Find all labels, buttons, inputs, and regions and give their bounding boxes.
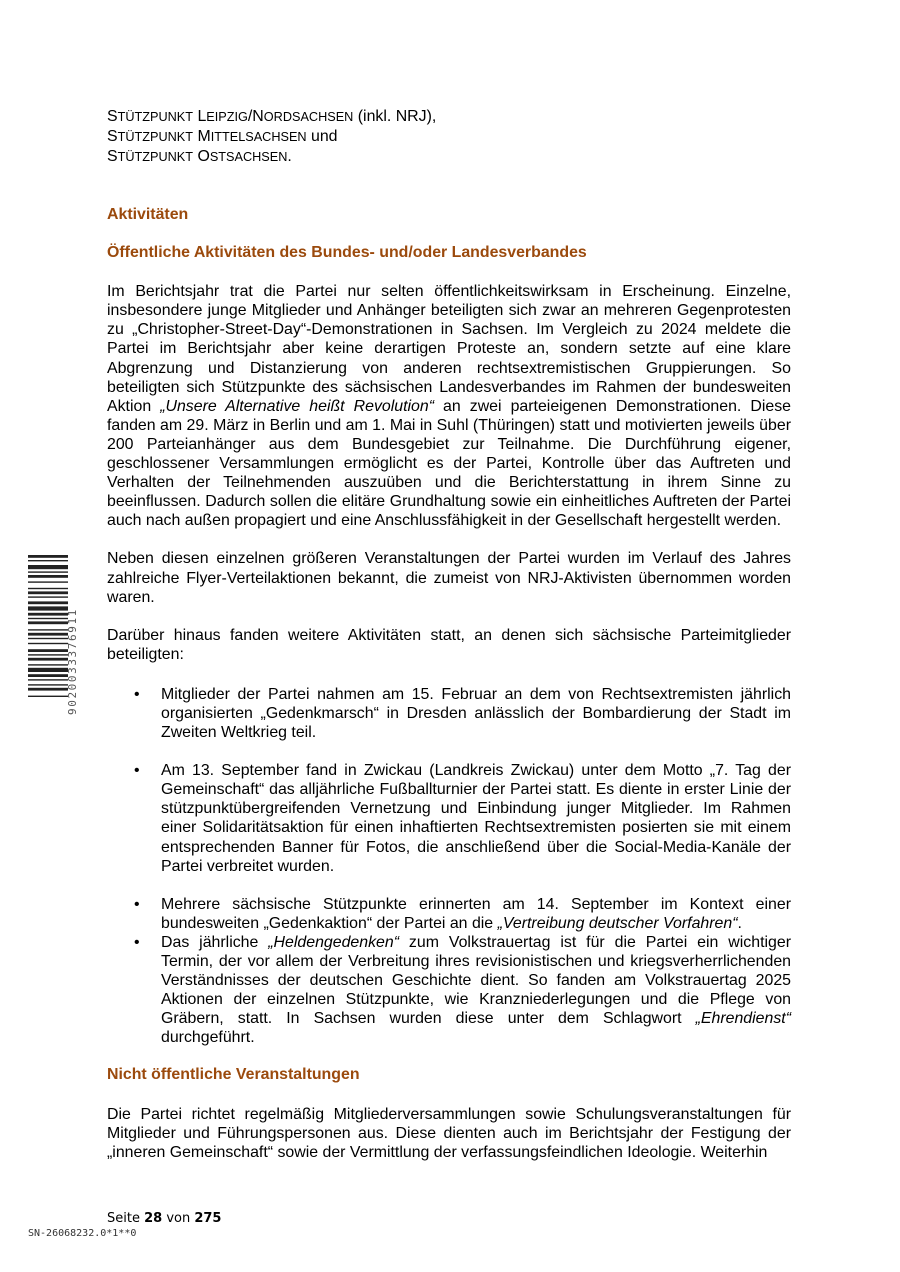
list-item: • Das jährliche „Heldengedenken“ zum Volkstrauertag ist für die Partei ein wichtiger Termin, der vor allem der Verbreitung ihres revisionistischen und kriegsverherrlichenden Verständnisses der deutschen Geschichte dient. So fanden am Volkstrauertag 2025 Aktionen der einzelnen Stützpunkte, wie Kranzniederlegungen und die Pflege von Gräbern, statt. In Sachsen wurden diese unter dem Schlagwort „Ehrendienst“ durchgeführt. (134, 933, 791, 1047)
paragraph-flyer-actions: Neben diesen einzelnen größeren Veranstaltungen der Partei wurden im Verlauf des Jahres zahlreiche Flyer-Verteilaktionen bekannt, die zumeist von NRJ-Aktivisten übernommen worden waren. (107, 550, 791, 606)
document-serial: SN-26068232.0*1**0 (28, 1228, 137, 1239)
list-item: • Mitglieder der Partei nahmen am 15. Februar an dem von Rechtsextremisten jährlich organisierten „Gedenkmarsch“ in Dresden anlässlich der Bombardierung der Stadt im Zweiten Weltkrieg teil. (134, 685, 791, 742)
location-line-3: STÜTZPUNKT OSTSACHSEN. (107, 148, 292, 165)
bullet-icon: • (134, 895, 140, 913)
paragraph-nonpublic-events: Die Partei richtet regelmäßig Mitgliederversammlungen sowie Schulungsveranstaltungen für Mitglieder und Führungspersonen aus. Diese dienten auch im Berichtsjahr der Festigung der „inneren Gemeinschaft“ sowie der Vermittlung der verfassungsfeindlichen Ideologie. Weiterhin (107, 1105, 791, 1161)
page-footer: Seite 28 von 275 (107, 1211, 222, 1226)
list-item: • Am 13. September fand in Zwickau (Landkreis Zwickau) unter dem Motto „7. Tag der Gemeinschaft“ das alljährliche Fußballturnier der Partei statt. Es diente in erster Linie der stützpunktübergreifenden Vernetzung und Einbindung junger Mitglieder. Im Rahmen einer Solidaritätsaktion für einen inhaftierten Rechtsextremisten posierten sie mit einem entsprechenden Banner für Fotos, die anschließend über die Social-Media-Kanäle der Partei verbreitet wurden. (134, 762, 791, 875)
page-number: 28 (144, 1211, 163, 1226)
bullet-icon: • (134, 933, 140, 951)
location-line-1: STÜTZPUNKT LEIPZIG/NORDSACHSEN (inkl. NRJ), (107, 108, 437, 125)
document-body (107, 107, 791, 1162)
location-list (107, 107, 791, 167)
section-heading-activities: Aktivitäten (107, 206, 189, 223)
subheading-public-activities: Öffentliche Aktivitäten des Bundes- und/oder Landesverbandes (107, 244, 587, 262)
location-line-2: STÜTZPUNKT MITTELSACHSEN und (107, 128, 338, 145)
bullet-icon: • (134, 762, 140, 780)
barcode-number: 9020033376911 (66, 608, 79, 715)
subheading-nonpublic-events: Nicht öffentliche Veranstaltungen (107, 1066, 360, 1084)
list-item: • Mehrere sächsische Stützpunkte erinnerten am 14. September im Kontext einer bundesweiten „Gedenkaktion“ der Partei an die „Vertreibung deutscher Vorfahren“. (134, 895, 791, 932)
activities-list (107, 685, 791, 1048)
paragraph-public-activities: Im Berichtsjahr trat die Partei nur selten öffentlichkeitswirksam in Erscheinung. Einzelne, insbesondere junge Mitglieder und Anhänger beteiligten sich zwar an mehreren Gegenprotesten zu „Christopher-Street-Day“-Demonstrationen in Sachsen. Im Vergleich zu 2024 meldete die Partei im Berichtsjahr aber keine derartigen Proteste an, sondern setzte auf eine klare Abgrenzung und Distanzierung von anderen rechtsextremistischen Gruppierungen. So beteiligten sich Stützpunkte des sächsischen Landesverbandes im Rahmen der bundesweiten Aktion „Unsere Alternative heißt Revolution“ an zwei parteieigenen Demonstrationen. Diese fanden am 29. März in Berlin und am 1. Mai in Suhl (Thüringen) statt und motivierten jeweils über 200 Parteianhänger aus dem Bundesgebiet zur Teilnahme. Die Durchführung eigener, geschlossener Versammlungen ermöglicht es der Partei, Kontrolle über das Auftreten und Verhalten der Teilnehmenden auszuüben und die Berichterstattung in ihrem Sinne zu beeinflussen. Dadurch sollen die elitäre Grundhaltung sowie ein einheitliches Auftreten der Partei auch nach außen propagiert und eine Anschlussfähigkeit in der Gesellschaft hergestellt werden. (107, 283, 791, 530)
bullet-icon: • (134, 685, 140, 703)
page-total: 275 (194, 1211, 222, 1226)
paragraph-further-activities: Darüber hinaus fanden weitere Aktivitäten statt, an denen sich sächsische Parteimitglieder beteiligten: (107, 626, 791, 663)
